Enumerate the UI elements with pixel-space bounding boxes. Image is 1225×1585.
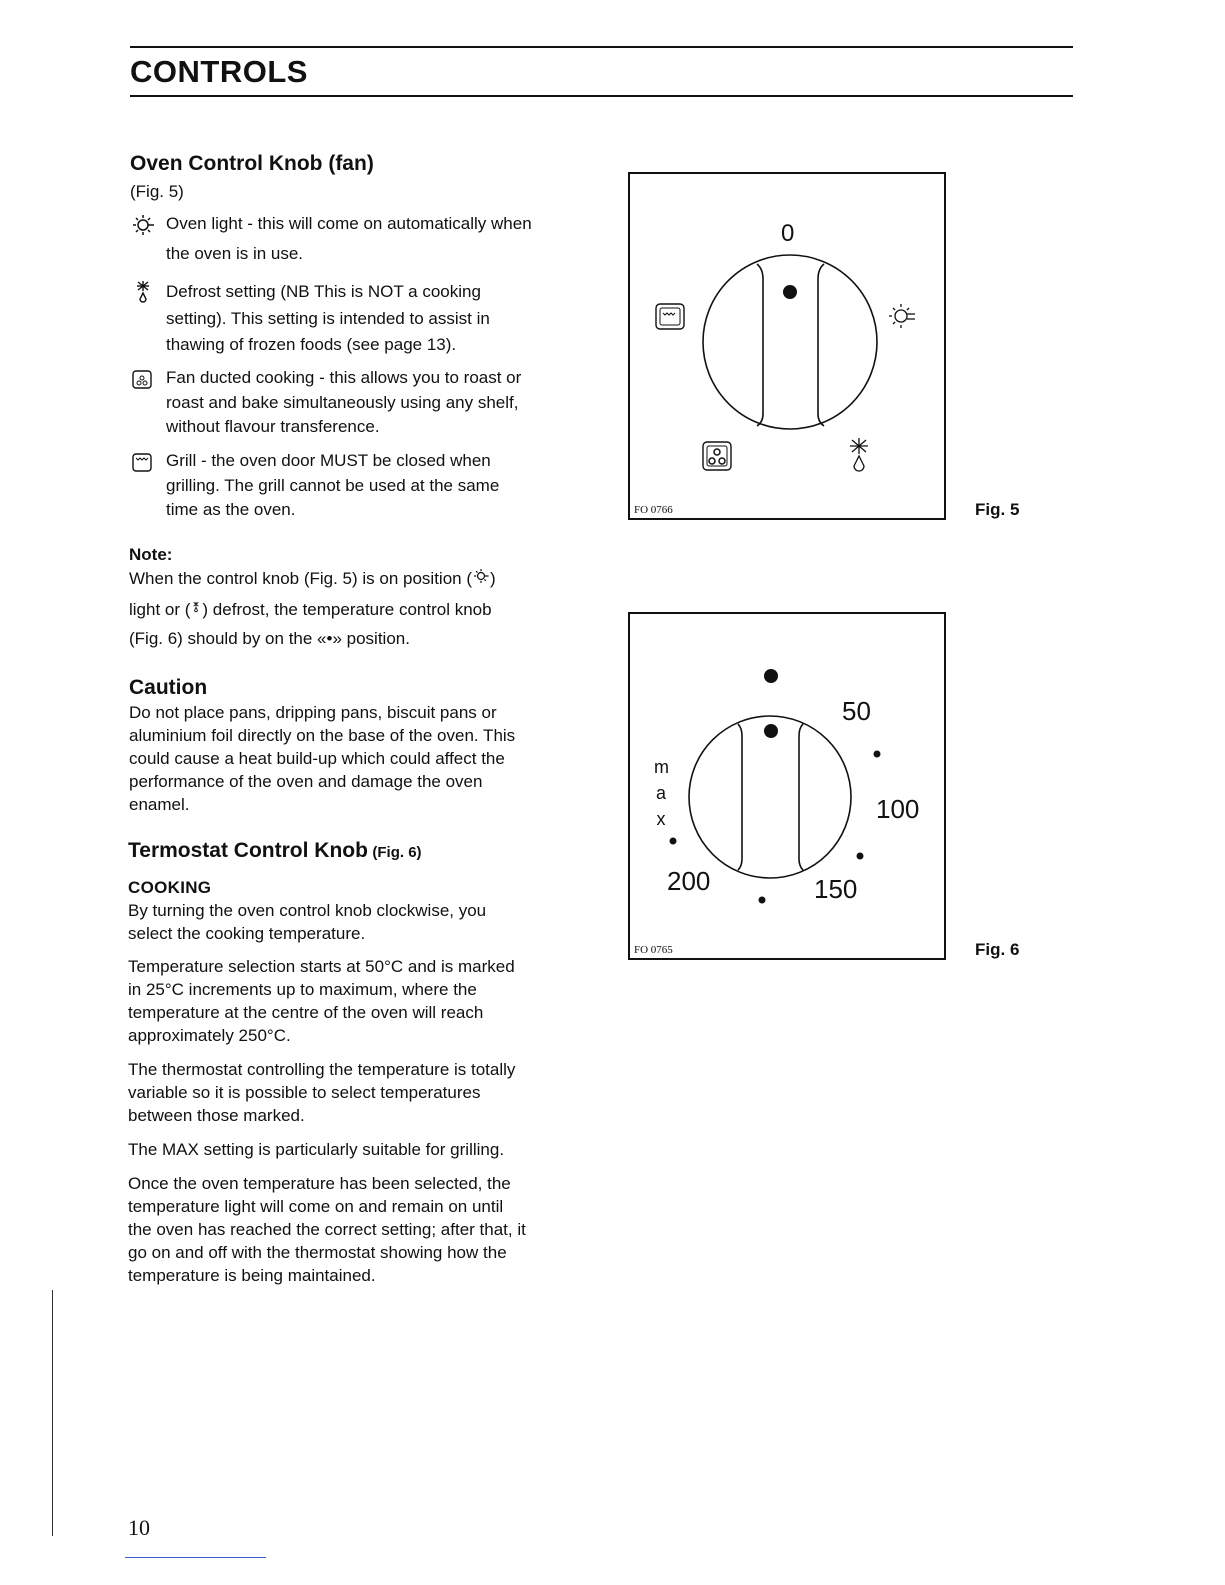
bottom-underline xyxy=(125,1557,266,1558)
figure-5-caption: Fig. 5 xyxy=(975,500,1020,519)
scale-dot xyxy=(874,751,881,758)
grill-icon xyxy=(656,304,684,329)
thermostat-paragraph: Temperature selection starts at 50°C and is marked in 25°C increments up to maximum, where the temperature at the centre of the oven will reach approximately 250°C. xyxy=(128,957,515,1045)
title-rule xyxy=(130,95,1073,97)
note-text: light or ( xyxy=(129,600,191,619)
note-label: Note: xyxy=(129,545,173,564)
fan-icon xyxy=(703,442,731,470)
note xyxy=(129,545,496,649)
thermostat-heading xyxy=(128,839,422,863)
page-number: 10 xyxy=(128,1515,150,1540)
grill-icon xyxy=(130,451,156,473)
oven-knob-heading: Oven Control Knob (fan) xyxy=(130,152,374,175)
note-line xyxy=(129,568,496,599)
off-position-label: 0 xyxy=(781,220,795,247)
max-label xyxy=(654,754,668,832)
item-text: Grill - the oven door MUST be closed when grilling. The grill cannot be used at the same time as the oven. xyxy=(166,451,500,519)
defrost-icon xyxy=(190,599,202,615)
oven-light-icon xyxy=(472,568,490,584)
knob-indicator-dot xyxy=(764,724,778,738)
figure-6-caption: Fig. 6 xyxy=(975,940,1020,959)
temp-label-150: 150 xyxy=(814,874,858,904)
item-text: Oven light - this will come on automatically when the oven is in use. xyxy=(166,214,532,263)
figure-5-oven-knob xyxy=(628,172,946,520)
max-letter: m xyxy=(654,757,669,777)
item-text: Fan ducted cooking - this allows you to roast or roast and bake simultaneously using any shelf, without flavour transference. xyxy=(166,368,522,436)
thermostat-fig-ref: (Fig. 6) xyxy=(372,844,422,861)
scale-dot xyxy=(670,838,677,845)
oven-light-icon xyxy=(889,304,915,328)
thermostat-title: Termostat Control Knob xyxy=(128,839,368,862)
note-line xyxy=(129,599,496,629)
temp-label-100: 100 xyxy=(876,794,920,824)
figure-reference: FO 0766 xyxy=(634,504,673,516)
note-line: (Fig. 6) should by on the «•» position. xyxy=(129,629,410,648)
item-text: Defrost setting (NB This is NOT a cooking setting). This setting is intended to assist in thawing of frozen foods (see page 13). xyxy=(166,282,490,354)
defrost-icon xyxy=(850,438,868,471)
cooking-subheading: COOKING xyxy=(128,878,212,897)
defrost-icon xyxy=(130,281,156,303)
page-title: CONTROLS xyxy=(130,54,308,89)
off-dot xyxy=(764,669,778,683)
figure-6-thermostat-knob xyxy=(628,612,946,960)
max-letter: a xyxy=(655,783,666,803)
max-letter: x xyxy=(656,809,666,829)
margin-line xyxy=(52,1290,53,1536)
knob-indicator-dot xyxy=(783,285,797,299)
thermostat-paragraph: The thermostat controlling the temperature is totally variable so it is possible to select temperatures between those marked. xyxy=(128,1060,516,1125)
caution-text: Do not place pans, dripping pans, biscuit pans or aluminium foil directly on the base of the oven. This could cause a heat build-up which could affect the performance of the oven and damage the oven enamel. xyxy=(129,703,516,814)
temp-label-200: 200 xyxy=(667,866,711,896)
temp-label-50: 50 xyxy=(842,696,871,726)
thermostat-paragraph: By turning the oven control knob clockwise, you select the cooking temperature. xyxy=(128,901,487,943)
scale-dot xyxy=(759,897,766,904)
top-rule xyxy=(130,46,1073,48)
oven-knob-fig-ref: (Fig. 5) xyxy=(130,182,184,201)
scale-dot xyxy=(857,853,864,860)
note-text: When the control knob (Fig. 5) is on position ( xyxy=(129,569,472,588)
figure-reference: FO 0765 xyxy=(634,944,673,956)
note-text: ) xyxy=(490,569,496,588)
thermostat-paragraph: The MAX setting is particularly suitable for grilling. xyxy=(128,1140,505,1159)
thermostat-knob-diagram xyxy=(630,614,944,958)
fan-icon xyxy=(130,368,156,390)
note-text: ) defrost, the temperature control knob xyxy=(202,600,492,619)
oven-light-icon xyxy=(130,214,156,236)
caution-heading: Caution xyxy=(129,676,208,699)
thermostat-paragraph: Once the oven temperature has been selected, the temperature light will come on and remain on until the oven has reached the correct setting; after that, it go on and off with the thermostat showing how the temperature is being maintained. xyxy=(128,1174,526,1285)
